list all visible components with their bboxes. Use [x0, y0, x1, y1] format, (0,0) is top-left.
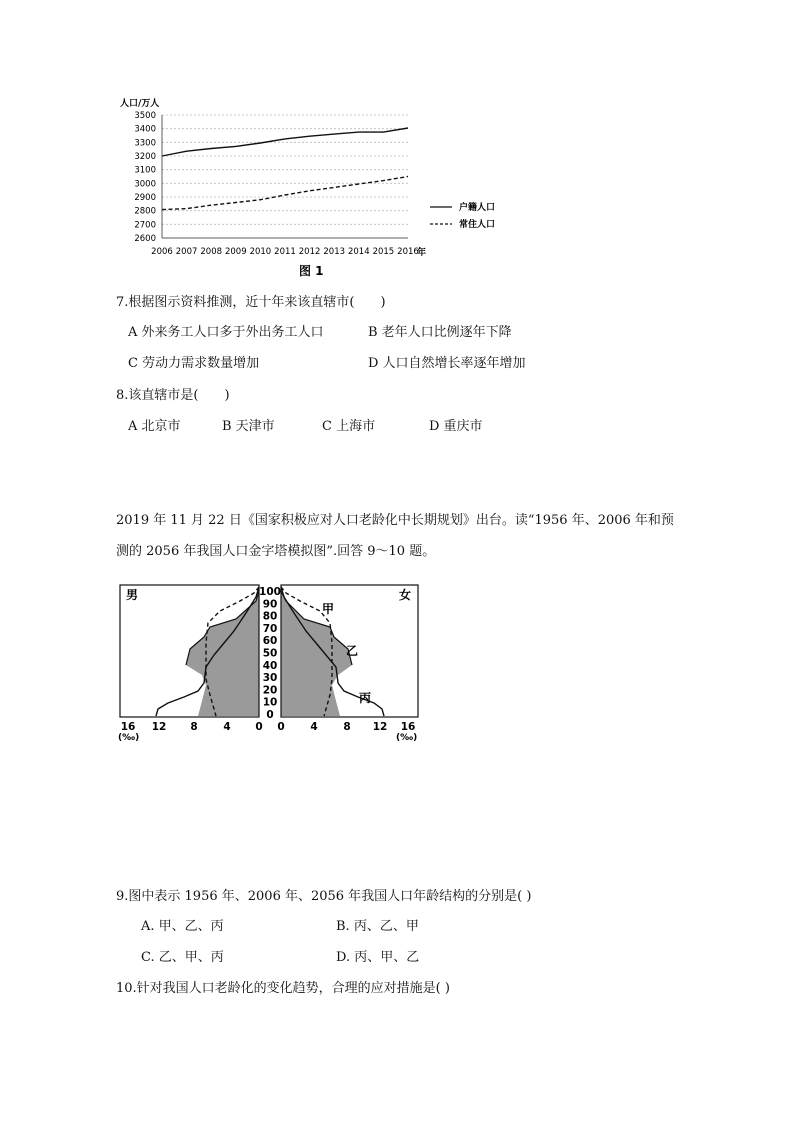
x-tick-label: 2007 — [175, 247, 198, 257]
x-tick-label: 2010 — [249, 247, 272, 257]
pyramid-male-label: 男 — [126, 588, 139, 602]
pyramid-unit-left: (‰) — [118, 733, 140, 741]
y-tick-label: 2700 — [134, 220, 156, 231]
pyramid-unit-right: (‰) — [396, 733, 418, 741]
question-9-option-b: B. 丙、乙、甲 — [336, 919, 419, 934]
age-tick-label: 50 — [262, 647, 278, 660]
passage-line-2: 测的 2056 年我国人口金字塔模拟图”.回答 9～10 题。 — [116, 544, 436, 559]
x-tick-left: 4 — [223, 721, 231, 733]
question-7-option-a: A 外来务工人口多于外出务工人口 — [128, 325, 324, 340]
question-9-option-d: D. 丙、甲、乙 — [336, 950, 420, 965]
question-8-option-b: B 天津市 — [222, 419, 275, 434]
y-tick-label: 3300 — [134, 138, 156, 149]
population-line-chart — [110, 94, 510, 279]
x-tick-right: 4 — [310, 721, 318, 733]
figure-caption: 图 1 — [299, 264, 324, 278]
question-7-option-d: D 人口自然增长率逐年增加 — [368, 356, 526, 371]
x-tick-label: 2011 — [274, 247, 296, 257]
age-tick-label: 0 — [266, 709, 274, 721]
question-8-option-d: D 重庆市 — [429, 419, 483, 434]
age-tick-label: 100 — [259, 586, 281, 598]
question-8-option-c: C 上海市 — [322, 419, 376, 434]
question-9-option-a: A. 甲、乙、丙 — [141, 919, 224, 934]
y-tick-label: 3200 — [134, 152, 156, 162]
age-tick-label: 10 — [262, 696, 278, 709]
legend-label-2: 常住人口 — [459, 220, 496, 230]
question-8-stem: 8.该直辖市是( ) — [116, 388, 230, 403]
age-tick-label: 30 — [262, 672, 278, 685]
question-7-stem: 7.根据图示资料推测，近十年来该直辖市( ) — [116, 295, 386, 310]
y-tick-label: 2800 — [134, 206, 156, 217]
pyramid-curve-label-jia: 甲 — [322, 602, 335, 616]
pyramid-female-label: 女 — [399, 588, 412, 602]
question-9-stem: 9.图中表示 1956 年、2006 年、2056 年我国人口年龄结构的分别是( ) — [116, 889, 532, 904]
age-tick-label: 80 — [262, 610, 278, 623]
x-tick-right: 0 — [277, 721, 285, 733]
y-tick-label: 3000 — [134, 179, 156, 190]
age-tick-label: 70 — [262, 622, 278, 635]
x-tick-left: 0 — [255, 721, 263, 733]
x-tick-label: 2006 — [151, 247, 173, 257]
x-tick-label: 2013 — [323, 247, 346, 257]
y-tick-label: 3400 — [134, 124, 156, 135]
x-tick-label: 2015 — [372, 247, 395, 257]
x-tick-label: 2014 — [347, 247, 370, 257]
x-tick-left: 8 — [190, 721, 198, 733]
y-axis-label: 人口/万人 — [120, 99, 160, 109]
x-axis-unit: 年 — [417, 248, 427, 258]
x-tick-right: 12 — [372, 721, 388, 733]
x-tick-left: 12 — [151, 721, 167, 733]
question-7-option-b: B 老年人口比例逐年下降 — [368, 325, 512, 340]
legend-label-1: 户籍人口 — [459, 203, 496, 213]
y-tick-label: 3100 — [134, 165, 156, 176]
question-7-option-c: C 劳动力需求数量增加 — [128, 356, 260, 371]
x-tick-label: 2016 — [397, 247, 419, 257]
pyramid-curve-label-yi: 乙 — [346, 644, 359, 658]
x-tick-right: 8 — [343, 721, 351, 733]
x-tick-label: 2008 — [200, 247, 223, 257]
age-tick-label: 40 — [262, 659, 278, 672]
y-tick-label: 3500 — [134, 111, 156, 121]
age-tick-label: 90 — [262, 598, 278, 611]
population-pyramid-chart — [118, 583, 420, 741]
y-tick-label: 2600 — [134, 234, 156, 244]
series-line-2 — [162, 177, 408, 210]
passage-line-1: 2019 年 11 月 22 日《国家积极应对人口老龄化中长期规划》出台。读“1956 年、2006 年和预 — [116, 513, 674, 528]
question-10-stem: 10.针对我国人口老龄化的变化趋势，合理的应对措施是( ) — [116, 981, 450, 996]
age-tick-label: 60 — [262, 635, 278, 648]
x-tick-right: 16 — [400, 721, 416, 733]
question-8-option-a: A 北京市 — [128, 419, 181, 434]
y-tick-label: 2900 — [134, 193, 156, 203]
x-tick-label: 2012 — [298, 247, 321, 257]
x-tick-left: 16 — [120, 721, 136, 733]
question-9-option-c: C. 乙、甲、丙 — [141, 950, 224, 965]
x-tick-label: 2009 — [224, 247, 247, 257]
age-tick-label: 20 — [262, 684, 278, 697]
pyramid-curve-label-bing: 丙 — [359, 691, 372, 705]
